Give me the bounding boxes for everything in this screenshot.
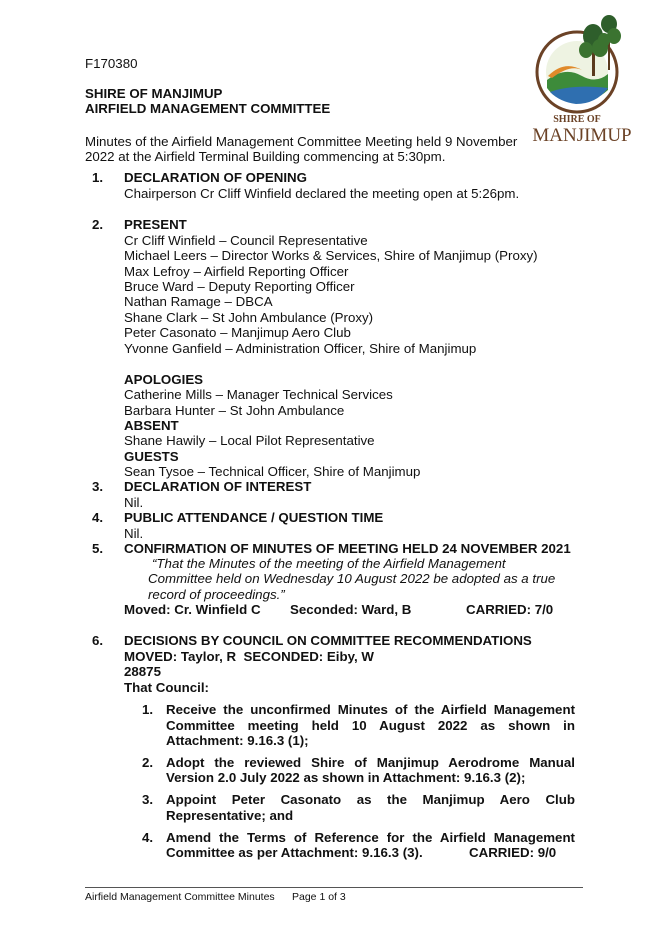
resolution-item-line: Attachment: 9.16.3 (1); — [166, 733, 309, 748]
resolution-item-number: 2. — [142, 755, 154, 770]
resolution-item-line: Committee as per Attachment: 9.16.3 (3). — [166, 845, 423, 860]
resolution-item-number: 1. — [142, 702, 154, 717]
resolution-item-line: Amend the Terms of Reference for the Airfield Management — [166, 830, 575, 845]
section-4-number: 4. — [92, 510, 104, 525]
guests-heading: GUESTS — [124, 449, 179, 464]
moved-seconded-line: MOVED: Taylor, R SECONDED: Eiby, W — [124, 649, 374, 664]
section-3-text: Nil. — [124, 495, 144, 510]
heading-committee: AIRFIELD MANAGEMENT COMMITTEE — [85, 101, 331, 116]
resolution-item-line: Appoint Peter Casonato as the Manjimup Aero Club — [166, 792, 575, 807]
present-member: Yvonne Ganfield – Administration Officer, Shire of Manjimup — [124, 341, 477, 356]
resolution-quote-line: “That the Minutes of the meeting of the Airfield Management — [152, 556, 506, 571]
shire-logo-emblem — [530, 14, 634, 146]
section-1-number: 1. — [92, 170, 104, 185]
section-5-title: CONFIRMATION OF MINUTES OF MEETING HELD 24 NOVEMBER 2021 — [124, 541, 571, 556]
that-council: That Council: — [124, 680, 209, 695]
logo-text-top: SHIRE OF — [553, 114, 601, 125]
intro-line-1: Minutes of the Airfield Management Committee Meeting held 9 November — [85, 134, 518, 149]
apology-member: Catherine Mills – Manager Technical Services — [124, 387, 393, 402]
resolution-item-line: Committee meeting held 10 August 2022 as shown in — [166, 718, 575, 733]
resolution-quote-line: Committee held on Wednesday 10 August 2022 be adopted as a true — [148, 571, 556, 586]
moved-by: Moved: Cr. Winfield C — [124, 602, 261, 617]
resolution-item-number: 4. — [142, 830, 154, 845]
section-6-title: DECISIONS BY COUNCIL ON COMMITTEE RECOMMENDATIONS — [124, 633, 532, 648]
absent-heading: ABSENT — [124, 418, 179, 433]
present-member: Bruce Ward – Deputy Reporting Officer — [124, 279, 355, 294]
section-3-number: 3. — [92, 479, 104, 494]
section-4-text: Nil. — [124, 526, 144, 541]
present-member: Cr Cliff Winfield – Council Representative — [124, 233, 368, 248]
section-5-number: 5. — [92, 541, 104, 556]
present-member: Shane Clark – St John Ambulance (Proxy) — [124, 310, 374, 325]
section-1-title: DECLARATION OF OPENING — [124, 170, 307, 185]
section-6-number: 6. — [92, 633, 104, 648]
section-2-number: 2. — [92, 217, 104, 232]
present-member: Peter Casonato – Manjimup Aero Club — [124, 325, 351, 340]
resolution-item-line: Version 2.0 July 2022 as shown in Attachment: 9.16.3 (2); — [166, 770, 526, 785]
intro-line-2: 2022 at the Airfield Terminal Building commencing at 5:30pm. — [85, 149, 446, 164]
present-member: Max Lefroy – Airfield Reporting Officer — [124, 264, 349, 279]
section-1-text: Chairperson Cr Cliff Winfield declared the meeting open at 5:26pm. — [124, 186, 520, 201]
footer-divider — [85, 887, 583, 888]
page-number: Page 1 of 3 — [292, 891, 346, 903]
heading-organisation: SHIRE OF MANJIMUP — [85, 86, 223, 101]
resolution-quote-line: record of proceedings.” — [148, 587, 285, 602]
present-member: Nathan Ramage – DBCA — [124, 294, 273, 309]
resolution-item-line: Receive the unconfirmed Minutes of the Airfield Management — [166, 702, 575, 717]
carried-result: CARRIED: 7/0 — [466, 602, 554, 617]
footer-title: Airfield Management Committee Minutes — [85, 891, 275, 903]
guest-member: Sean Tysoe – Technical Officer, Shire of Manjimup — [124, 464, 421, 479]
shire-logo — [530, 14, 634, 146]
document-reference: F170380 — [85, 56, 138, 71]
section-3-title: DECLARATION OF INTEREST — [124, 479, 312, 494]
absent-member: Shane Hawily – Local Pilot Representative — [124, 433, 375, 448]
logo-text-main: MANJIMUP — [532, 125, 632, 146]
section-4-title: PUBLIC ATTENDANCE / QUESTION TIME — [124, 510, 384, 525]
resolution-item-line: Adopt the reviewed Shire of Manjimup Aerodrome Manual — [166, 755, 575, 770]
resolution-item-line: Representative; and — [166, 808, 294, 823]
apology-member: Barbara Hunter – St John Ambulance — [124, 403, 345, 418]
present-member: Michael Leers – Director Works & Services, Shire of Manjimup (Proxy) — [124, 248, 538, 263]
apologies-heading: APOLOGIES — [124, 372, 204, 387]
carried-result: CARRIED: 9/0 — [469, 845, 557, 860]
seconded-by: Seconded: Ward, B — [290, 602, 412, 617]
resolution-item-number: 3. — [142, 792, 154, 807]
section-2-title: PRESENT — [124, 217, 187, 232]
resolution-reference: 28875 — [124, 664, 161, 679]
